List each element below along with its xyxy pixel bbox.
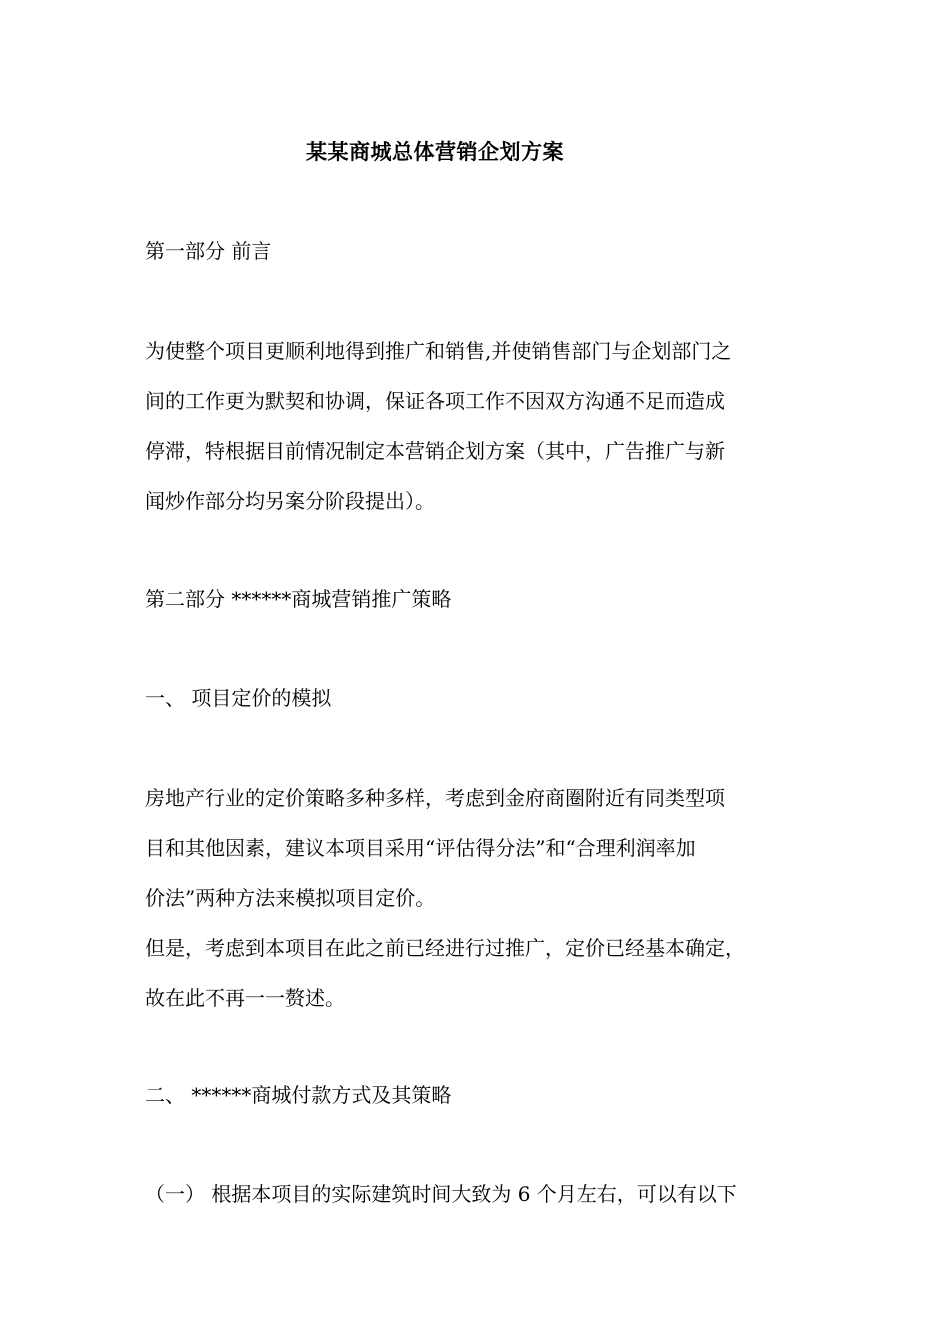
intro-line: 间的工作更为默契和协调，保证各项工作不因双方沟通不足而造成 bbox=[145, 389, 725, 413]
pricing-line: 房地产行业的定价策略多种多样，考虑到金府商圈附近有同类型项 bbox=[145, 786, 725, 810]
pricing-paragraph bbox=[145, 773, 825, 1023]
pricing-line: 目和其他因素，建议本项目采用“评估得分法”和“合理利润率加 bbox=[145, 836, 696, 860]
intro-line: 闻炒作部分均另案分阶段提出）。 bbox=[145, 489, 435, 513]
section1-heading: 一、 项目定价的模拟 bbox=[145, 686, 332, 710]
intro-line: 为使整个项目更顺利地得到推广和销售,并使销售部门与企划部门之 bbox=[145, 339, 732, 363]
pricing-line: 故在此不再一一赘述。 bbox=[145, 986, 345, 1010]
document-title: 某某商城总体营销企划方案 bbox=[306, 139, 564, 164]
intro-line: 停滞，特根据目前情况制定本营销企划方案（其中，广告推广与新 bbox=[145, 439, 725, 463]
intro-paragraph bbox=[145, 326, 825, 526]
part2-heading: 第二部分 ******商城营销推广策略 bbox=[145, 587, 452, 611]
part1-heading: 第一部分 前言 bbox=[145, 239, 272, 263]
section2-heading: 二、 ******商城付款方式及其策略 bbox=[145, 1083, 452, 1107]
pricing-line: 价法”两种方法来模拟项目定价。 bbox=[145, 886, 436, 910]
pricing-line: 但是，考虑到本项目在此之前已经进行过推广，定价已经基本确定， bbox=[145, 936, 745, 960]
subsection1-line: （一） 根据本项目的实际建筑时间大致为 6 个月左右，可以有以下 bbox=[145, 1182, 737, 1206]
